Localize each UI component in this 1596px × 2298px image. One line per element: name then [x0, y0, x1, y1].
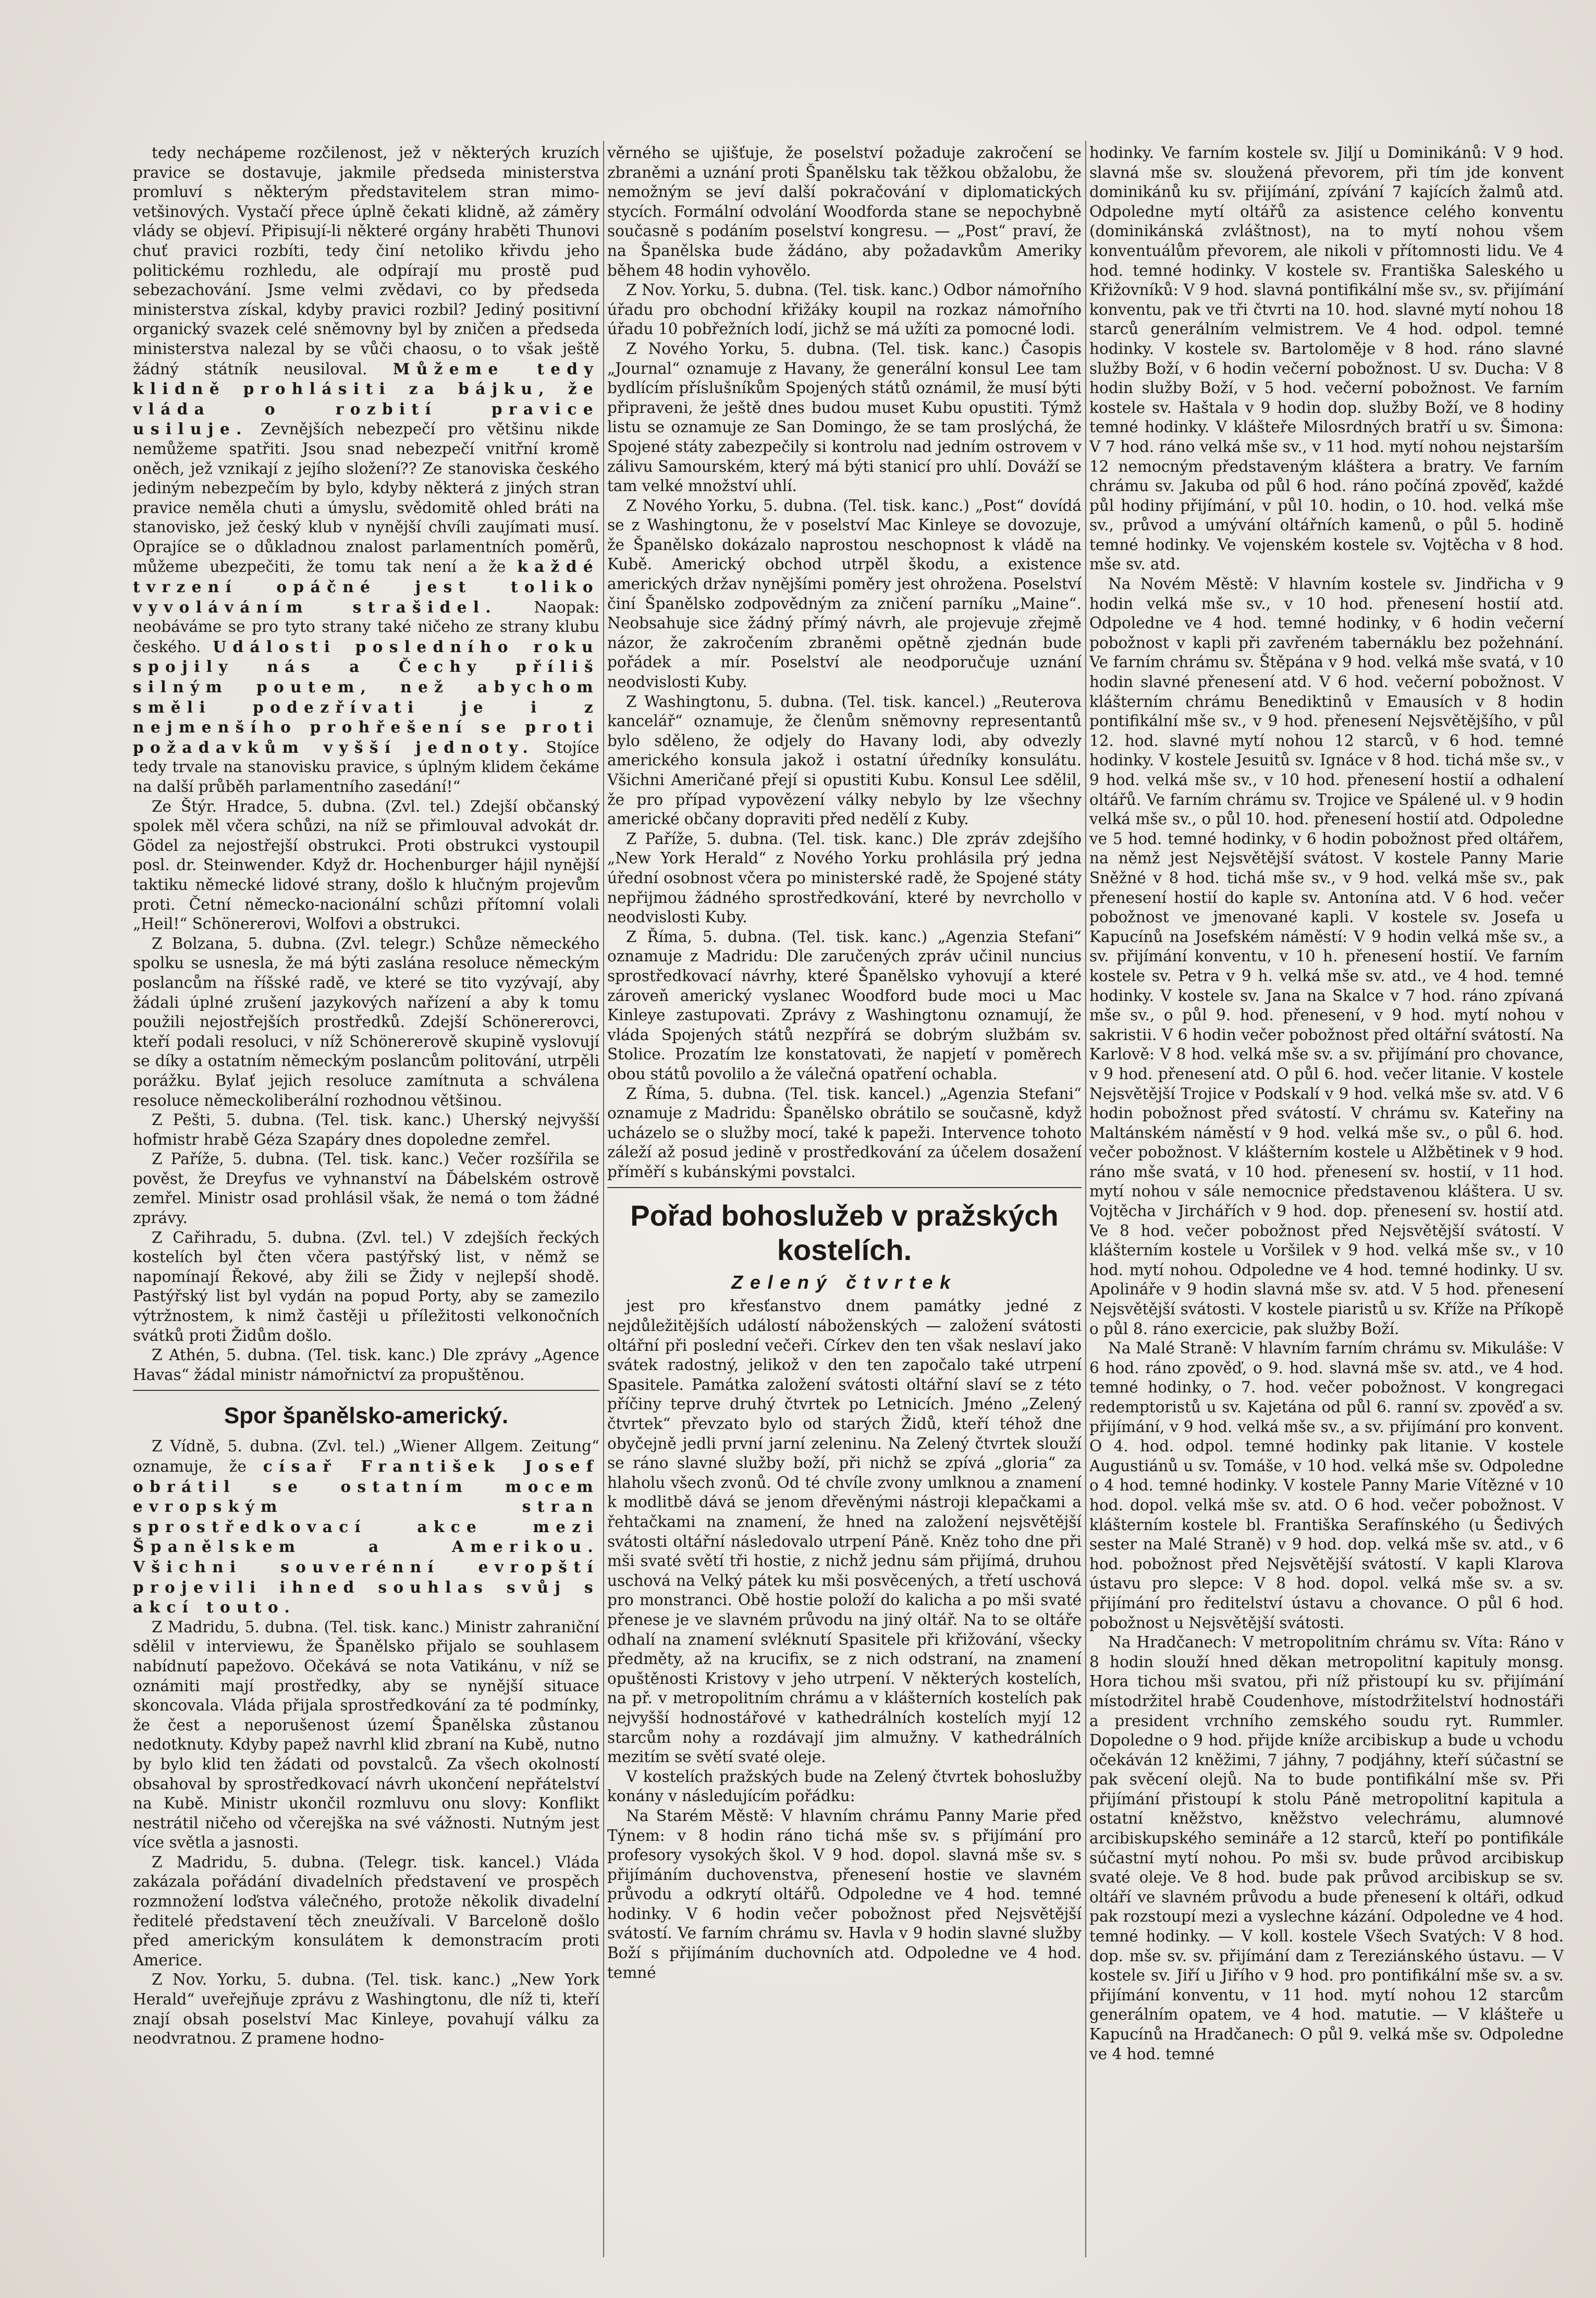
paragraph: Na Starém Městě: V hlavním chrámu Panny Marie před Týnem: v 8 hodin ráno tichá mše sv. s přijímání pro profesory vysokých škol. V 9 hod. dopol. slavná mše sv. s přijímáním duchovenstva, přenesení hostie ve slavném průvodu a odkrytí oltářů. Odpoledne ve 4 hod. temné hodinky. V 6 hodin večer pobožnost před Nejsvětější svátostí. Ve farním chrámu sv. Havla v 9 hodin slavné služby Boží s přijímáním duchovních atd. Odpoledne ve 4 hod. temné: [607, 1806, 1082, 1982]
news-item: Z Athén, 5. dubna. (Tel. tisk. kanc.) Dle zprávy „Agence Havas“ žádal ministr námořnictví za propuštěnou.: [133, 1346, 599, 1384]
column-1: [133, 143, 599, 2255]
paragraph: Na Hradčanech: V metropolitním chrámu sv. Víta: Ráno v 8 hodin slouží hned děkan metropolitní kapituly monsg. Hora tichou mši svatou, při níž přistoupí ku sv. přijímání místodržitel hrabě Coudenhove, místodržitelství hodnostáři a president vrchního zemského soudu ryt. Rummler. Dopoledne o 9 hod. přijde kníže arcibiskup a bude u vchodu očekáván 12 kněžimi, 7 jáhny, 7 podjáhny, kteří súčastní se pak svěcení olejů. Na to bude pontifikální mše sv. Při přijímání přistoupí k stolu Páně metropolitní kapitula a ostatní kněžstvo, kněžstvo velechrámu, alumnové arcibiskupského semináře a 12 starců, kteří po pontifikále súčastní mytí nohou. Po mši sv. bude průvod arcibiskup svaté oleje. Ve 8 hod. bude pak průvod arcibiskup se sv. oltáří ve slavném průvodu a bude přenesení k oltáři, odkud pak rozstoupí mezi a vyslechne kázání. Odpoledne ve 4 hod. temné hodinky. — V koll. kostele Všech Svatých: V 8 hod. dop. mše sv. sv. přijímání dam z Tereziánského ústavu. — V kostele sv. Jiří u Jiřího v 9 hod. pro pontifikální mše sv. a sv. přijímání konventu, v 11 hod. mytí nohou 12 starcům generálním opatem, ve 4 hod. matutie. — V klášteře u Kapucínů na Hradčanech: O půl 9. velká mše sv. Odpoledne ve 4 hod. temné: [1089, 1633, 1564, 2063]
news-item: Z Nov. Yorku, 5. dubna. (Tel. tisk. kanc.) „New York Herald“ uveřejňuje zprávu z Washingtonu, dle níž ti, kteří znají obsah poselství Mac Kinleye, povahují válku za neodvratnou. Z pramene hodno-: [133, 1971, 599, 2048]
text: tedy nechápeme rozčilenost, jež v některých kruzích pravice se dostavuje, jakmile předseda ministerstva promluví s některým představitelem stran mimo-vetšinových. Vystačí přece úplně čekati klidně, až záměry vlády se objeví. Připisují-li některé orgány hraběti Thunovi chuť pravici rozbíti, tedy činí netoliko křivdu jeho politickému rozhledu, ale odpírají mu prostě pud sebezachování. Jsme velmi zvědavi, co by předseda ministerstva získal, kdyby pravici rozbil? Jediný positivní organický svazek celé sněmovny byl by zničen a předseda ministerstva nalezal by se vůči chaosu, o to však ještě žádný státník neusiloval.: [133, 144, 599, 378]
news-item: Z Bolzana, 5. dubna. (Zvl. telegr.) Schůze německého spolku se usnesla, že má býti zaslána resoluce německým poslancům na říšské radě, ve které se tito vyzývají, aby žádali úplné zrušení jazykových nařízení a aby k tomu použili nejostřejších prostředků. Zdejší Schönererovci, kteří podali resoluci, v níž Schönererově skupině vyslovují se díky a ostatním německým poslancům politování, utrpěli porážku. Bylať jejich resoluce zamítnuta a schválena resoluce německoliberální rozhodnou většinou.: [133, 934, 599, 1109]
emphasis-text: Události posledního roku spojily nás a Čechy příliš silným poutem, než abychom směli podezřívati je i z nejmenšího prohřešení se proti požadavkům vyšší jednoty.: [133, 637, 599, 756]
paragraph: hodinky. Ve farním kostele sv. Jiljí u Dominikánů: V 9 hod. slavná mše sv. sloužená převorem, při tím jde konvent dominikánů ku sv. přijímání, zpívání 7 kajících žalmů atd. Odpoledne mytí oltářů za asistence celého konventu (dominikánská zvláštnost), na to mytí nohou všem konventuálům převorem, ale nikoli v přítomnosti lidu. Ve 4 hod. temné hodinky. V kostele sv. Františka Saleského u Křižovníků: V 9 hod. slavná pontifikální mše sv., sv. přijímání konventu, pak ve tři čtvrti na 10. hod. slavné mytí nohou 18 starců generálním velmistrem. Ve 4 hod. odpol. temné hodinky. V kostele sv. Bartoloměje v 8 hod. ráno slavné služby Boží, v 6 hodin večerní pobožnost. U sv. Ducha: V 8 hodin služby Boží, v 5 hod. večerní pobožnost. Ve farním kostele sv. Haštala v 9 hodin dop. služby Boží, ve 8 hodiny temné hodinky. V klášteře Milosrdných bratří u sv. Šimona: V 7 hod. ráno velká mše sv., v 11 hod. mytí nohou nejstarším 12 nemocným představeným kláštera a bratry. Ve farním chrámu sv. Jakuba od půl 6 hod. ráno počíná zpověď, každé půl hodiny přijímání, v půl 10. hodin, o 10. hod. velká mše sv., průvod a umývání oltářních kamenů, o půl 5. hodině temné hodinky. Ve vojenském kostele sv. Vojtěcha v 8 hod. mše sv. atd.: [1089, 144, 1564, 573]
news-item: Z Cařihradu, 5. dubna. (Zvl. tel.) V zdejších řeckých kostelích byl čten včera pastýřský list, v němž se napomínají Řekové, aby žili se Židy v nejlepší shodě. Pastýřský list byl vydán na popud Porty, aby se zamezilo výtržnostem, k nimž častěji u příležitosti velkonočních svátků proti Židům došlo.: [133, 1228, 599, 1344]
news-item: Ze Štýr. Hradce, 5. dubna. (Zvl. tel.) Zdejší občanský spolek měl včera schůzi, na níž se přimlouval advokát dr. Gödel za nejostřejší obstrukci. Proti obstrukci vystoupil posl. dr. Steinwender. Když dr. Hochenburger hájil nynější taktiku německé lidové strany, došlo k hlučným projevům proti. Četní německo-nacionální schůzi přítomní volali „Heil!“ Schönererovi, Wolfovi a obstrukci.: [133, 797, 599, 933]
news-item: Z Paříže, 5. dubna. (Tel. tisk. kanc.) Večer rozšířila se pověst, že Dreyfus ve vyhnanství na Ďábelském ostrově zemřel. Ministr osad prohlásil však, že nemá o tom žádné zprávy.: [133, 1150, 599, 1227]
paragraph: [133, 143, 599, 797]
news-item: Z Říma, 5. dubna. (Tel. tisk. kanc.) „Agenzia Stefani“ oznamuje z Madridu: Dle zaručených zpráv učinil nuncius sprostředkovací návrhy, které Španělsko vyhovují a které zároveň americký vyslanec Woodford bude moci u Mac Kinleye zastupovati. Zprávy z Washingtonu oznamují, že vláda Spojených států nezpřírá se dobrým službám sv. Stolice. Prozatím lze konstatovati, že napjetí v poměrech obou států povolilo a že válečná opatření ochabla.: [607, 927, 1082, 1083]
section-subheading: Zelený čtvrtek: [731, 1272, 957, 1293]
column-3: [1089, 143, 1564, 2255]
news-item: Z Paříže, 5. dubna. (Tel. tisk. kanc.) Dle zpráv zdejšího „New York Herald“ z Nového Yorku prohlásila prý jedna úřední osobnost včera po ministerské radě, že Spojené státy nepřijmou žádného sprostředkování, které by nevrchollo v neodvislosti Kuby.: [607, 829, 1082, 926]
paragraph: jest pro křesťanstvo dnem památky jedné z nejdůležitějších událostí náboženských — založení svátosti oltářní při poslední večeři. Církev den ten však neslaví jako svátek radostný, jelikož v den ten započalo také utrpení Spasitele. Památka založení svátosti oltářní slaví se z této příčiny teprve druhý čtvrtek po Letnicích. Jméno „Zelený čtvrtek“ převzato bylo od starých Židů, kteří téhož dne obyčejně jedli první jarní zeleninu. Na Zelený čtvrtek slouží se ráno slavné služby boží, při nichž se zpívá „gloria“ za hlaholu všech zvonů. Od té chvíle zvony umlknou a znamení k modlitbě dává se jenom dřevěnými nástroji klepačkami a řehtačkami na znamení, že hned na založení nejsvětější svátosti oltářní následovalo utrpení Páně. Kněz toho dne při mši svaté světí tři hostie, z nichž jednu sám přijímá, druhou uschová na Velký pátek ku mši posvěcených, a třetí uschová pro monstranci. Obě hostie položí do kalicha a po mši svaté přenese je ve slavném průvodu na jiný oltář. Na to se oltáře odhalí na znamení svléknutí Spasitele při křižování, všecky předměty, až na krucifix, se z nich odstraní, na znamení opuštěnosti Kristovy v jeho utrpení. V některých kostelích, na př. v metropolitním chrámu a v klášterních kostelích pak nejvyšší hodnostářové v kathedrálních kostelích myjí 12 starcům nohy a rozdávají jim almužny. V kathedrálních mezitím se světí svaté oleje.: [607, 1297, 1082, 1766]
column-rule: [603, 141, 604, 2257]
news-item: Z Nov. Yorku, 5. dubna. (Tel. tisk. kanc.) Odbor námořního úřadu pro obchodní křižáky koupil na rozkaz námořního úřadu 10 pobřežních lodí, jichž se má užíti za pomocné lodi.: [607, 281, 1082, 338]
section-heading: Spor španělsko-americký.: [224, 1403, 509, 1429]
news-item: Z Nového Yorku, 5. dubna. (Tel. tisk. kanc.) Časopis „Journal“ oznamuje z Havany, že generální konsul Lee tam bydlícím příslušníkům Spojených států oznámil, že musí býti připraveni, že ještě dnes budou muset Kubu opustiti. Týmž listu se oznamuje ze San Domingo, že se tam proslýchá, že Spojené státy zabezpečily si kontrolu nad jedním ostrovem v zálivu Samourském, který má býti stanicí pro uhlí. Dováží se tam velké množství uhlí.: [607, 339, 1082, 495]
paragraph: Na Novém Městě: V hlavním kostele sv. Jindřicha v 9 hodin velká mše sv., v 10 hod. přenesení hostií atd. Odpoledne ve 4 hod. temné hodinky, v 6 hodin večerní pobožnost v kapli při zavřeném tabernáklu bez požehnání. Ve farním chrámu sv. Štěpána v 9 hod. velká mše svatá, v 10 hodin slavné přenesení atd. V 6 hod. večerní pobožnost. V klášterním chrámu Benediktinů v Emausích v 8 hodin pontifikální mše sv., v 9 hod. přenesení Nejsvětějšího, v půl 12. hod. slavné mytí nohou 12 starců, v 6 hod. temné hodinky. V kostele Jesuitů sv. Ignáce v 8 hod. tichá mše sv., v 9 hod. velká mše sv., v 10 hod. přenesení hostií a odhalení oltářů. Ve farním chrámu sv. Trojice ve Spálené ul. v 9 hodin velká mše sv., o půl 10. hod. přenesení hostií atd. Odpoledne ve 5 hod. temné hodinky, v 6 hodin pobožnost před oltářem, na němž jest Nejsvětější svátost. V kostele Panny Marie Sněžné v 8 hod. tichá mše sv., v 9 hod. velká mše sv., pak přenesení hostií do kaple sv. Antonína atd. V 6 hod. večer pobožnost ve jmenované kapli. V kostele sv. Josefa u Kapucínů na Josefském náměstí: V 9 hodin velká mše sv., a sv. přijímání konventu, v 10 h. přenesení hostií. Ve farním kostele sv. Petra v 9 h. velká mše sv. atd., ve 4 hod. temné hodinky. V kostele sv. Jana na Skalce v 7 hod. ráno zpívaná mše sv., o půl 9. hod. přenesení, v 9 hod. mytí nohou v sakristii. V 6 hodin večer pobožnost před oltářní svátostí. Na Karlově: V 8 hod. velká mše sv. a sv. přijímání pro chovance, v 9 hod. přenesení atd. O půl 6. hod. večer litanie. V kostele Nejsvětější Trojice v Podskalí v 9 hod. velká mše sv. atd. V 6 hodin pobožnost před svátostí. V chrámu sv. Kateřiny na Maltánském náměstí v 9 hod. velká mše sv., o půl 6. hod. večer pobožnost. V klášterním kostele u Alžbětinek v 9 hod. ráno mše svatá, v 10 hod. přenesení sv. hostií, v 11 hod. mytí nohou v sále nemocnice představenou kláštera. U sv. Vojtěcha v Jirchářích v 9 hod. dop. přenesení sv. hostií atd. Ve 8 hod. večer pobožnost před Nejsvětější svátostí. V klášterním kostele u Voršilek v 9 hod. velká mše sv., v 10 hod. mytí nohou. Odpoledne ve 4 hod. temné hodinky. U sv. Apolináře v 9 hodin slavná mše sv. atd. V 5 hod. přenesení Nejsvětější svátosti. V kostele piaristů u sv. Kříže na Příkopě o půl 8. ráno exercicie, pak služby Boží.: [1089, 575, 1564, 1338]
column-rule: [1085, 141, 1086, 2257]
section-heading: Pořad bohoslužeb v pražských kostelích.: [630, 1199, 1059, 1267]
text: Naopak: neobáváme se pro tyto strany také ničeho ze strany klubu českého.: [133, 598, 599, 656]
emphasis-text: císař František Josef obrátil se ostatním mocem evropským stran sprostředkovací akce mezi Španělskem a Amerikou. Všichni souverénní evropští projevili ihned souhlas svůj s akcí touto.: [133, 1457, 599, 1617]
divider: [607, 1187, 1082, 1188]
news-item: Z Washingtonu, 5. dubna. (Tel. tisk. kancel.) „Reuterova kancelář“ oznamuje, že členům sněmovny representantů bylo sděleno, že odjely do Havany lodi, aby odvezly amerického konsula jakož i ostatní úředníky konsulátu. Všichni Američané přejí si opustiti Kubu. Konsul Lee sdělil, že pro případ vypovězení války nebylo by lze všechny americké občany dopraviti před nedělí z Kuby.: [607, 692, 1082, 828]
news-item: věrného se ujišťuje, že poselství požaduje zakročení se zbraněmi a uznání proti Španělsku tak těžkou obžalobu, že nemožným se jeví další pokračování v diplomatických stycích. Formální odvolání Woodforda stane se nepochybně současně s podáním poselství kongresu. — „Post“ praví, že na Španělska bude žádáno, aby požadavkům Ameriky během 48 hodin vyhovělo.: [607, 144, 1082, 279]
text: Stojíce tedy trvale na stanovisku pravice, s úplným klidem čekáme na další průběh parlamentního zasedání!“: [133, 738, 599, 796]
text: Z Vídně, 5. dubna. (Zvl. tel.) „Wiener Allgem. Zeitung“ oznamuje, že: [133, 1437, 599, 1475]
news-item: Z Říma, 5. dubna. (Tel. tisk. kancel.) „Agenzia Stefani“ oznamuje z Madridu: Španělsko obrátilo se současně, když ucházelo se o služby mocí, také k papeži. Intervence tohoto záleží až posud jedině v prostředkování za účelem dosažení příměří s kubánskými povstalci.: [607, 1084, 1082, 1181]
news-item: Z Madridu, 5. dubna. (Telegr. tisk. kancel.) Vláda zakázala pořádání divadelních představení ve prospěch rozmnožení loďstva válečného, protože několik divadelní ředitelé představení těch zneužívali. V Barceloně došlo před americkým konsulátem k demonstracím proti Americe.: [133, 1853, 599, 1969]
text: Zevnějších nebezpečí pro většinu nikde nemůžeme spatřiti. Jsou snad nebezpečí vnitřní kromě oněch, jež vznikají z jejího složení?? Ze stanoviska českého jediným nebezpečím by bylo, kdyby některá z jiných stran pravice neměla chuti a úmyslu, svědomitě ohled bráti na stanovisko, jež český klub v nynější chvíli zaujímati musí. Oprajíce se o důkladnou znalost parlamentních poměrů, můžeme ubezpečiti, že tomu tak není a že: [133, 420, 599, 576]
divider: [133, 1390, 599, 1391]
emphasis-text: Můžeme tedy klidně prohlásiti za bájku, že vláda o rozbití pravice usiluje.: [133, 359, 599, 438]
news-item: Z Madridu, 5. dubna. (Tel. tisk. kanc.) Ministr zahraniční sdělil v interviewu, že Španělsko přijalo se souhlasem nabídnutí papežovo. Očekává se nota Vatikánu, v níž se oznámiti mají prostředky, aby se nynější situace skoncovala. Vláda přijala sprostředkování za té podmínky, že čest a neporušenost území Španělska zůstanou nedotknuty. Kdyby papež navrhl klid zbraní na Kubě, nutno by bylo klid ten žádati od povstalců. Za všech okolností obsahoval by sprostředkovací návrh ukončení nepřátelství na Kubě. Ministr ukončil rozmluvu onu slovy: Konflikt nestrátil ničeho od včerejška na své vážnosti. Nutným jest více světla a jasnosti.: [133, 1618, 599, 1852]
paragraph: V kostelích pražských bude na Zelený čtvrtek bohoslužby konány v následujícím pořádku:: [607, 1767, 1082, 1805]
margin-mark: [63, 954, 72, 961]
news-item: Z Pešti, 5. dubna. (Tel. tisk. kanc.) Uherský nejvyšší hofmistr hrabě Géza Szapáry dnes dopoledne zemřel.: [133, 1111, 599, 1148]
emphasis-text: každé tvrzení opáčné jest toliko vyvoláváním strašidel.: [133, 557, 599, 616]
news-item: Z Nového Yorku, 5. dubna. (Tel. tisk. kanc.) „Post“ dovídá se z Washingtonu, že v poselství Mac Kinleye se dovozuje, že Španělsko dokázalo naprostou neschopnost k vládě na Kubě. Americký obchod utrpěl škodu, a existence amerických držav nynějšími poměry jest ohrožena. Poselství činí Španělsko zodpovědným za zničení parníku „Maine“. Neobsahuje sice žádný přímý návrh, ale projevuje zřejmě názor, že zakročením zbraněmi opětně zjednán bude pořádek a mír. Poselství ale neodporučuje uznání neodvislosti Kuby.: [607, 496, 1082, 691]
column-2: [607, 143, 1082, 2255]
paragraph: Na Malé Straně: V hlavním farním chrámu sv. Mikuláše: V 6 hod. ráno zpověď, o 9. hod. slavná mše sv. atd., ve 4 hod. temné hodinky, o 7. hod. večer pobožnost. V kongregaci redemptoristů u sv. Kajetána od půl 6. ranní sv. zpověď a sv. přijímání, v 9 hod. velká mše sv., a sv. přijímání pro konvent. O 4. hod. odpol. temné hodinky pak litanie. V kostele Augustiánů u sv. Tomáše, v 10 hod. velká mše sv. Odpoledne o 4 hod. temné hodinky. V kostele Panny Marie Vítězné v 10 hod. dopol. velká mše sv. atd. O 6 hod. večer pobožnost. V klášterním kostele bl. Františka Serafínského (u Šedivých sester na Malé Straně) v 9 hod. dop. velká mše sv. atd., v 6 hod. pobožnost před Nejsvětější svátostí. V kapli Klarova ústavu pro slepce: V 8 hod. dopol. velká mše sv. a sv. přijímání pro ředitelství ústavu a chovance. O půl 6 hod. pobožnost u Nejsvětější svátosti.: [1089, 1339, 1564, 1632]
news-item: [133, 1437, 599, 1617]
